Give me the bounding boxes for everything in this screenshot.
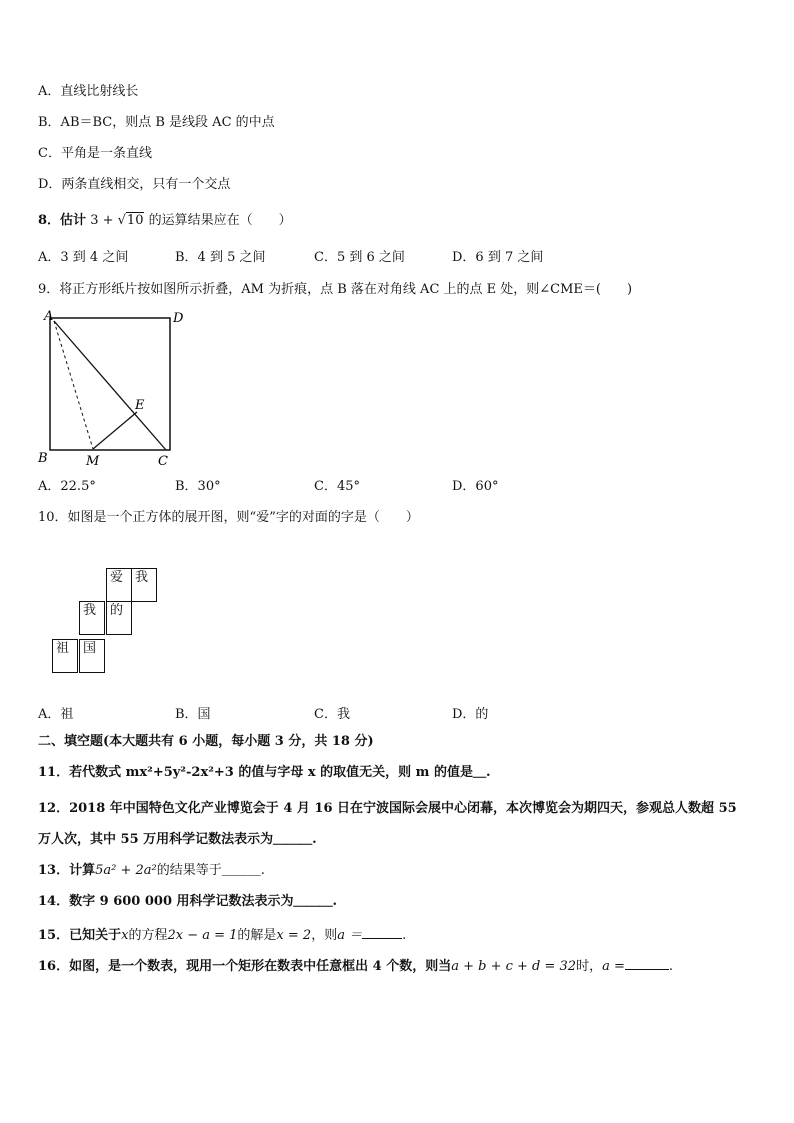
- q15-mid2: 的解是: [237, 928, 277, 943]
- q15-solution: x = 2: [276, 928, 312, 943]
- net-cell-de: 的: [106, 601, 132, 635]
- q12-line2: 万人次，其中 55 万用科学记数法表示为＿＿＿.: [38, 832, 317, 847]
- label-c: C: [158, 454, 168, 469]
- diagonal-ac: [54, 321, 166, 450]
- q16-equation: a + b + c + d = 32: [451, 959, 577, 974]
- q15-answer-blank: [362, 926, 402, 939]
- q8-option-b: B．4 到 5 之间: [175, 250, 266, 265]
- q8-suffix: 的运算结果应在（ ）: [148, 213, 292, 228]
- q10-option-d: D．的: [452, 707, 489, 722]
- q13-suffix: 的结果等于＿＿＿.: [156, 863, 265, 878]
- q13-expression: 5a² + 2a²: [95, 863, 157, 878]
- fold-line-am: [54, 321, 93, 449]
- label-e: E: [135, 398, 145, 413]
- q16-prefix: 16．如图，是一个数表，现用一个矩形在数表中任意框出 4 个数，则当: [38, 959, 452, 974]
- net-cell-ai: 爱: [106, 568, 132, 602]
- q15-var: x: [121, 928, 129, 943]
- q8-prefix: 8．估计: [38, 213, 87, 228]
- q15-ask: a ＝: [337, 928, 363, 943]
- q10-option-c: C．我: [314, 707, 350, 722]
- q16-end: .: [668, 959, 673, 974]
- q15-mid: 的方程: [128, 928, 168, 943]
- q9-options: [38, 478, 738, 496]
- q13-question: [38, 862, 265, 880]
- q7-option-c: C．平角是一条直线: [38, 146, 152, 161]
- section-heading-fill-blank: 二、填空题(本大题共有 6 小题，每小题 3 分，共 18 分): [38, 734, 374, 749]
- q8-radicand: 10: [126, 213, 144, 228]
- q9-option-a: A．22.5°: [38, 479, 96, 494]
- q16-mid: 时，: [576, 959, 603, 974]
- segment-me: [93, 412, 137, 449]
- q8-option-a: A．3 到 4 之间: [38, 250, 129, 265]
- label-a: A: [44, 309, 54, 324]
- q15-equation: 2x − a = 1: [167, 928, 238, 943]
- q15-mid3: ，则: [311, 928, 338, 943]
- q15-question: [38, 926, 406, 945]
- q9-question: 9．将正方形纸片按如图所示折叠，AM 为折痕，点 B 落在对角线 AC 上的点 E 处，则∠CME＝( ): [38, 282, 633, 297]
- net-cell-guo: 国: [79, 639, 105, 673]
- q7-option-b: B．AB＝BC，则点 B 是线段 AC 的中点: [38, 115, 275, 130]
- q8-option-c: C．5 到 6 之间: [314, 250, 405, 265]
- label-d: D: [173, 311, 184, 326]
- q10-option-a: A．祖: [38, 707, 74, 722]
- q10-option-b: B．国: [175, 707, 211, 722]
- q9-option-b: B．30°: [175, 479, 221, 494]
- q15-prefix: 15．已知关于: [38, 928, 122, 943]
- q8-option-d: D．6 到 7 之间: [452, 250, 544, 265]
- q10-question: 10．如图是一个正方体的展开图，则“爱”字的对面的字是（ ）: [38, 510, 419, 525]
- q7-option-a: A．直线比射线长: [38, 84, 139, 99]
- label-b: B: [38, 451, 48, 466]
- q16-question: [38, 957, 673, 976]
- sqrt-symbol: √10: [117, 213, 144, 228]
- q9-square-figure: [36, 306, 196, 470]
- label-m: M: [86, 454, 100, 469]
- q9-option-d: D．60°: [452, 479, 499, 494]
- q8-expr-lead: 3 +: [90, 213, 118, 228]
- q13-prefix: 13．计算: [38, 863, 96, 878]
- q10-options: [38, 706, 738, 724]
- q8-options: [38, 249, 738, 267]
- q7-option-d: D．两条直线相交，只有一个交点: [38, 177, 231, 192]
- q11-question: 11．若代数式 mx²+5y²-2x²+3 的值与字母 x 的取值无关，则 m 的值是＿.: [38, 765, 491, 780]
- net-cell-wo-top: 我: [131, 568, 157, 602]
- q12-line1: 12．2018 年中国特色文化产业博览会于 4 月 16 日在宁波国际会展中心闭幕，本次博览会为期四天，参观总人数超 55: [38, 801, 737, 816]
- q14-question: 14．数字 9 600 000 用科学记数法表示为＿＿＿.: [38, 894, 338, 909]
- q16-answer-blank: [625, 957, 669, 970]
- q9-option-c: C．45°: [314, 479, 360, 494]
- q16-ask: a =: [602, 959, 625, 974]
- q15-end: .: [402, 928, 407, 943]
- q8-question: [38, 212, 292, 230]
- net-cell-zu: 祖: [52, 639, 78, 673]
- net-cell-wo-mid: 我: [79, 601, 105, 635]
